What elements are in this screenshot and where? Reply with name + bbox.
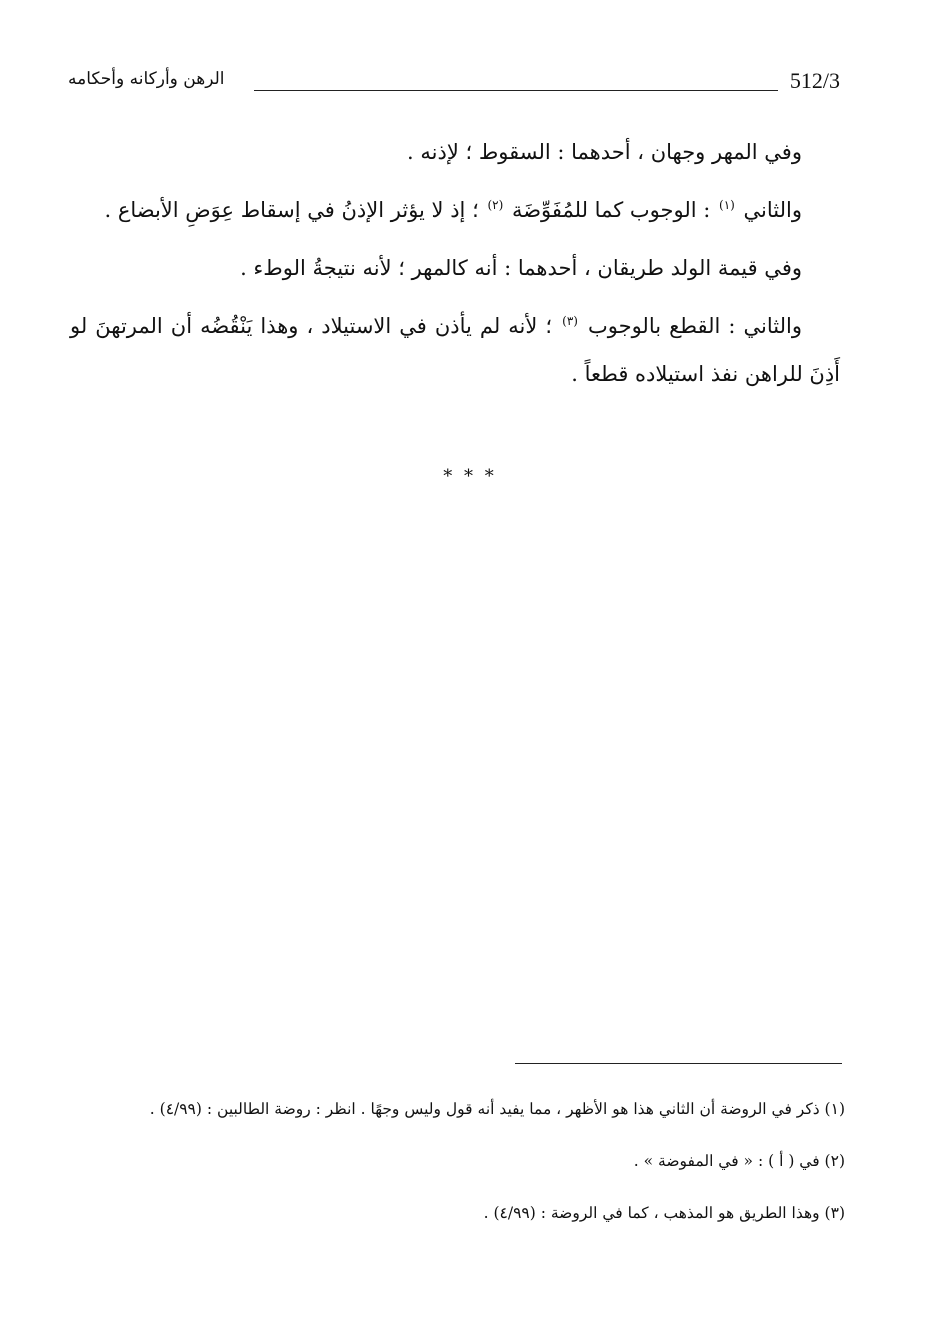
footnote-rule bbox=[515, 1063, 842, 1064]
paragraph-1: وفي المهر وجهان ، أحدهما : السقوط ؛ لإذنه . bbox=[407, 140, 802, 164]
paragraph-2-end: ؛ إذ لا يؤثر الإذنُ في إسقاط عِوَضِ الأبضاع . bbox=[104, 198, 479, 222]
paragraph-4 bbox=[70, 302, 840, 398]
main-text bbox=[70, 128, 840, 408]
paragraph-4-start: والثاني : القطع بالوجوب bbox=[587, 314, 802, 338]
paragraph-2-middle: : الوجوب كما للمُفَوِّضَة bbox=[511, 198, 711, 222]
footnote-ref-3: (٣) bbox=[562, 314, 578, 328]
paragraph-2 bbox=[70, 186, 840, 234]
paragraph-2-start: والثاني bbox=[743, 198, 802, 222]
footnote-ref-2: (٢) bbox=[487, 198, 504, 212]
page-number: 512/3 bbox=[789, 68, 840, 93]
footnote-3: (٣) وهذا الطريق هو المذهب ، كما في الروضة : (٤/٩٩) . bbox=[483, 1204, 845, 1222]
running-title: الرهن وأركانه وأحكامه bbox=[68, 69, 225, 89]
section-separator: * * * bbox=[443, 466, 497, 487]
footnote-1: (١) ذكر في الروضة أن الثاني هذا هو الأظهر ، مما يفيد أنه قول وليس وجهًا . انظر : روضة الطالبين : (٤/٩٩) . bbox=[149, 1100, 845, 1118]
footnote-ref-1: (١) bbox=[719, 198, 735, 212]
paragraph-4-end: ؛ لأنه لم يأذن في الاستيلاد ، وهذا يَنْقُضُه أن المرتهنَ لو أَذِنَ للراهن نفذ استيلاده قطعاً . bbox=[70, 314, 840, 386]
footnotes bbox=[70, 1094, 845, 1250]
paragraph-3: وفي قيمة الولد طريقان ، أحدهما : أنه كالمهر ؛ لأنه نتيجةُ الوطء . bbox=[240, 256, 802, 280]
page-header bbox=[68, 68, 840, 98]
footnote-2: (٢) في ( أ ) : « في المفوضة » . bbox=[633, 1152, 845, 1170]
header-rule bbox=[254, 90, 778, 91]
